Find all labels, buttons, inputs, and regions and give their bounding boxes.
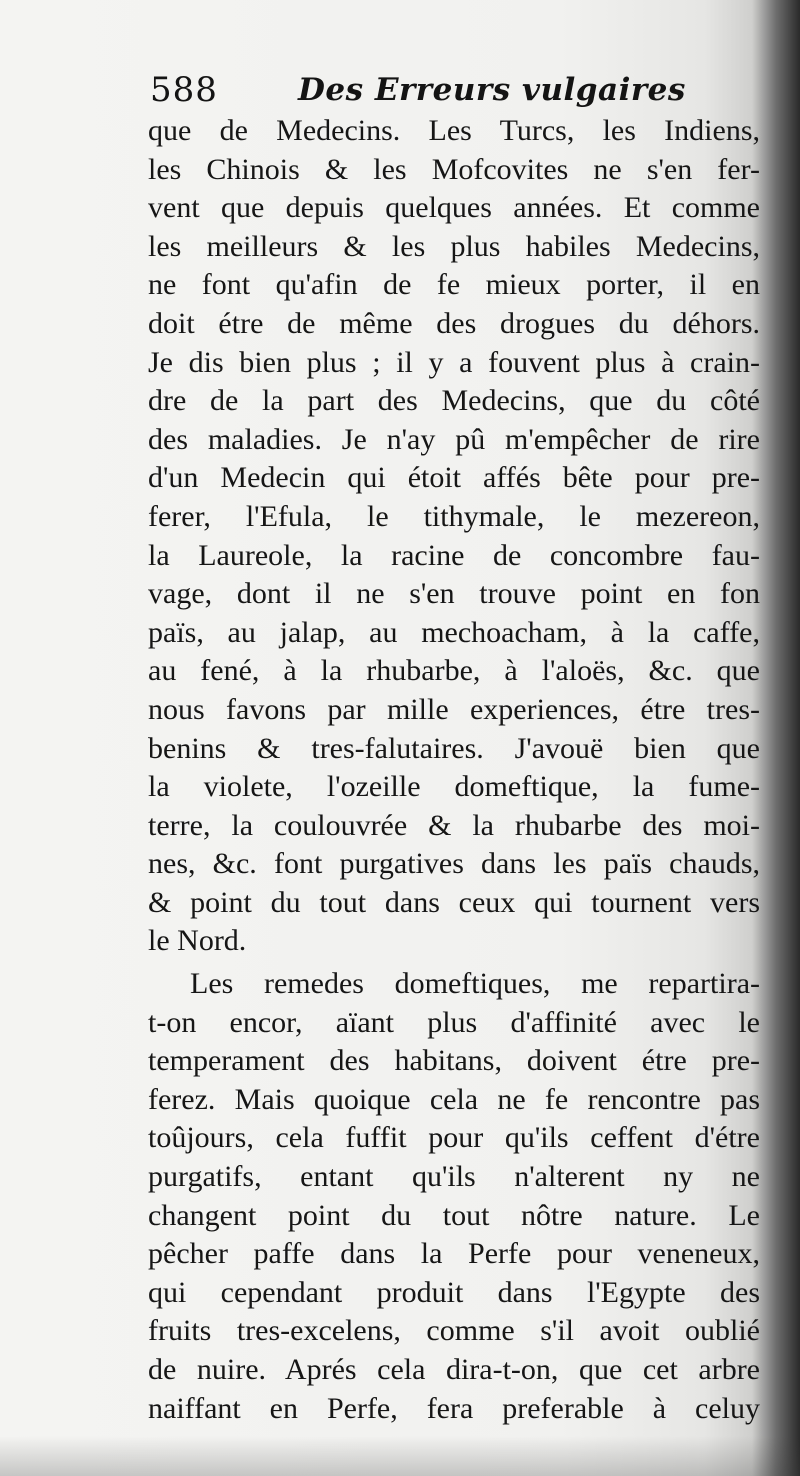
text-line: doit étre de même des drogues du déhors.: [148, 306, 760, 340]
text-line: le Nord.: [148, 924, 247, 958]
text-line: toûjours, cela fuffit pour qu'ils ceffent d'étre: [148, 1121, 760, 1155]
text-line: nes, &c. font purgatives dans les païs chauds,: [148, 847, 760, 881]
text-line: t-on encor, aïant plus d'affinité avec le: [148, 1005, 760, 1039]
text-line: ferez. Mais quoique cela ne fe rencontre pas: [148, 1082, 760, 1116]
text-line: que de Medecins. Les Turcs, les Indiens,: [148, 114, 760, 147]
text-line: benins & tres-falutaires. J'avouë bien que: [148, 731, 760, 765]
text-line: & point du tout dans ceux qui tournent vers: [148, 885, 760, 919]
page-header: [150, 70, 750, 114]
text-line: la violete, l'ozeille domeftique, la fume-: [148, 770, 760, 804]
paragraph-2: [148, 965, 760, 1428]
text-line: changent point du tout nôtre nature. Le: [148, 1198, 760, 1232]
text-line: de nuire. Aprés cela dira-t-on, que cet arbre: [148, 1353, 760, 1386]
text-line: la Laureole, la racine de concombre fau-: [148, 538, 760, 572]
page-edge-shadow: [0, 1436, 800, 1476]
text-line: purgatifs, entant qu'ils n'alterent ny ne: [148, 1160, 760, 1194]
text-line: terre, la coulouvrée & la rhubarbe des moi-: [148, 808, 760, 842]
text-line: les Chinois & les Mofcovites ne s'en fer-: [148, 152, 760, 186]
text-line: dre de la part des Medecins, que du côté: [148, 384, 760, 418]
text-line: pêcher paffe dans la Perfe pour veneneux,: [148, 1237, 760, 1271]
page-number: 588: [150, 70, 218, 110]
text-line: qui cependant produit dans l'Egypte des: [148, 1275, 760, 1309]
text-line: au fené, à la rhubarbe, à l'aloës, &c. que: [148, 654, 760, 688]
text-line: naiffant en Perfe, fera preferable à celuy: [148, 1391, 760, 1425]
text-line: les meilleurs & les plus habiles Medecins,: [148, 229, 760, 263]
text-line: vent que depuis quelques années. Et comme: [148, 191, 760, 225]
text-line: fruits tres-excelens, comme s'il avoit oublié: [148, 1314, 760, 1348]
text-line: Je dis bien plus ; il y a fouvent plus à crain-: [148, 345, 760, 379]
text-line: Les remedes domeftiques, me repartira-: [190, 967, 760, 1001]
paragraph-1: [148, 112, 760, 961]
text-line: ne font qu'afin de fe mieux porter, il en: [148, 268, 760, 302]
text-line: païs, au jalap, au mechoacham, à la caffe,: [148, 615, 760, 649]
text-line: temperament des habitans, doivent étre pre-: [148, 1044, 760, 1078]
text-line: vage, dont il ne s'en trouve point en fon: [148, 577, 760, 611]
text-line: ferer, l'Efula, le tithymale, le mezereon,: [148, 499, 760, 533]
text-line: d'un Medecin qui étoit affés bête pour pre-: [148, 461, 760, 495]
running-title: Des Erreurs vulgaires: [298, 72, 686, 108]
text-line: des maladies. Je n'ay pû m'empêcher de rire: [148, 422, 760, 456]
body-text: [148, 112, 760, 1428]
text-line: nous favons par mille experiences, étre tres-: [148, 692, 760, 726]
